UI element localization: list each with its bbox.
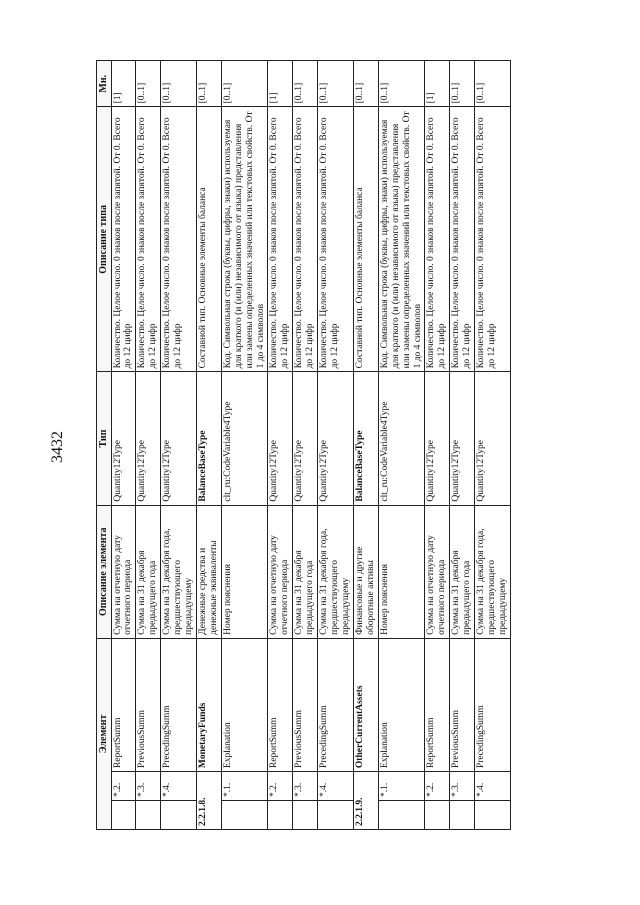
row-desc: Сумма на отчетную дату отчетного периода <box>268 505 293 638</box>
table-row <box>111 61 136 830</box>
header-type-desc: Описание типа <box>97 107 112 372</box>
row-desc: Сумма на 31 декабря предыдущего года <box>293 505 318 638</box>
section-row <box>196 61 221 830</box>
section-mn: [0..1] <box>196 61 221 107</box>
table-row <box>475 61 511 830</box>
row-num: *.4. <box>161 772 197 801</box>
row-type-desc: Количество. Целое число. 0 знаков после запятой. От 0. Всего до 12 цифр <box>136 107 161 372</box>
row-mn: [0..1] <box>378 61 425 107</box>
row-desc: Сумма на отчетную дату отчетного периода <box>425 505 450 638</box>
section-type: BalanceBaseType <box>196 372 221 505</box>
row-type-desc: Код. Символьная строка (буквы, цифры, знаки) используемая для краткого (и (или) независимого от языка) представления или замены определенных значений или текстовых свойств. От 1 до 4 символов <box>378 107 425 372</box>
section-number: 2.2.1.9. <box>353 772 378 830</box>
header-element: Элемент <box>97 638 112 829</box>
row-num: *.2. <box>425 772 450 801</box>
section-type-desc: Составной тип. Основные элементы баланса <box>196 107 221 372</box>
section-desc: Денежные средства и денежные эквиваленты <box>196 505 221 638</box>
row-desc: Сумма на отчетную дату отчетного периода <box>111 505 136 638</box>
table-row <box>318 61 354 830</box>
row-name: ReportSumm <box>111 638 136 771</box>
row-name: ReportSumm <box>268 638 293 771</box>
row-mn: [0..1] <box>450 61 475 107</box>
row-num: *.2. <box>268 772 293 801</box>
header-desc: Описание элемента <box>97 505 112 638</box>
row-type: Quantity12Type <box>475 372 511 505</box>
table-row <box>136 61 161 830</box>
header-mn: Мн. <box>97 61 112 107</box>
row-type-desc: Количество. Целое число. 0 знаков после запятой. От 0. Всего до 12 цифр <box>293 107 318 372</box>
row-type-desc: Количество. Целое число. 0 знаков после запятой. От 0. Всего до 12 цифр <box>318 107 354 372</box>
section-type: BalanceBaseType <box>353 372 378 505</box>
row-type: Quantity12Type <box>293 372 318 505</box>
row-type: Quantity12Type <box>268 372 293 505</box>
row-num: *.2. <box>111 772 136 801</box>
row-type-desc: Количество. Целое число. 0 знаков после запятой. От 0. Всего до 12 цифр <box>268 107 293 372</box>
row-name: PrecedingSumm <box>318 638 354 771</box>
table-row <box>378 61 425 830</box>
row-desc: Сумма на 31 декабря года, предшествующего предыдущему <box>475 505 511 638</box>
row-desc: Сумма на 31 декабря года, предшествующего предыдущему <box>161 505 197 638</box>
section-mn: [0..1] <box>353 61 378 107</box>
header-type: Тип <box>97 372 112 505</box>
elements-table <box>96 60 511 830</box>
row-mn: [1] <box>111 61 136 107</box>
section-name: OtherCurrentAssets <box>353 638 378 771</box>
row-type-desc: Количество. Целое число. 0 знаков после запятой. От 0. Всего до 12 цифр <box>450 107 475 372</box>
row-type-desc: Количество. Целое число. 0 знаков после запятой. От 0. Всего до 12 цифр <box>425 107 450 372</box>
row-num: *.3. <box>293 772 318 801</box>
row-mn: [0..1] <box>475 61 511 107</box>
table-row <box>293 61 318 830</box>
row-type: Quantity12Type <box>161 372 197 505</box>
section-desc: Финансовые и другие оборотные активы <box>353 505 378 638</box>
table-row <box>425 61 450 830</box>
rotated-table-wrapper <box>96 60 568 830</box>
row-num: *.3. <box>450 772 475 801</box>
row-type-desc: Количество. Целое число. 0 знаков после запятой. От 0. Всего до 12 цифр <box>111 107 136 372</box>
row-mn: [1] <box>425 61 450 107</box>
section-number: 2.2.1.8. <box>196 772 221 830</box>
row-name: Explanation <box>378 638 425 771</box>
row-num: *.1. <box>378 772 425 801</box>
row-type: clt_ru:CodeVariable4Type <box>378 372 425 505</box>
row-num: *.3. <box>136 772 161 801</box>
row-type-desc: Количество. Целое число. 0 знаков после запятой. От 0. Всего до 12 цифр <box>475 107 511 372</box>
row-desc: Сумма на 31 декабря предыдущего года <box>136 505 161 638</box>
row-type: Quantity12Type <box>136 372 161 505</box>
row-name: PreviousSumm <box>450 638 475 771</box>
row-mn: [0..1] <box>318 61 354 107</box>
table-row <box>161 61 197 830</box>
row-name: Explanation <box>221 638 268 771</box>
row-num: *.1. <box>221 772 268 801</box>
row-desc: Номер пояснения <box>221 505 268 638</box>
row-mn: [0..1] <box>221 61 268 107</box>
row-name: ReportSumm <box>425 638 450 771</box>
row-num: *.4. <box>475 772 511 801</box>
section-type-desc: Составной тип. Основные элементы баланса <box>353 107 378 372</box>
row-name: PreviousSumm <box>136 638 161 771</box>
row-name: PrecedingSumm <box>161 638 197 771</box>
page-number: 3432 <box>49 431 66 463</box>
row-mn: [0..1] <box>161 61 197 107</box>
row-mn: [0..1] <box>293 61 318 107</box>
row-type: clt_ru:CodeVariable4Type <box>221 372 268 505</box>
section-name: MonetaryFunds <box>196 638 221 771</box>
row-name: PreviousSumm <box>293 638 318 771</box>
row-type: Quantity12Type <box>425 372 450 505</box>
row-name: PrecedingSumm <box>475 638 511 771</box>
row-desc: Сумма на 31 декабря года, предшествующего предыдущему <box>318 505 354 638</box>
table-row <box>450 61 475 830</box>
row-num: *.4. <box>318 772 354 801</box>
row-type: Quantity12Type <box>318 372 354 505</box>
section-row <box>353 61 378 830</box>
row-type-desc: Код. Символьная строка (буквы, цифры, знаки) используемая для краткого (и (или) независимого от языка) представления или замены определенных значений или текстовых свойств. От 1 до 4 символов <box>221 107 268 372</box>
table-row <box>221 61 268 830</box>
row-mn: [1] <box>268 61 293 107</box>
row-type: Quantity12Type <box>450 372 475 505</box>
row-desc: Номер пояснения <box>378 505 425 638</box>
table-row <box>268 61 293 830</box>
row-mn: [0..1] <box>136 61 161 107</box>
row-type-desc: Количество. Целое число. 0 знаков после запятой. От 0. Всего до 12 цифр <box>161 107 197 372</box>
row-type: Quantity12Type <box>111 372 136 505</box>
row-desc: Сумма на 31 декабря предыдущего года <box>450 505 475 638</box>
table-header-row <box>97 61 112 830</box>
